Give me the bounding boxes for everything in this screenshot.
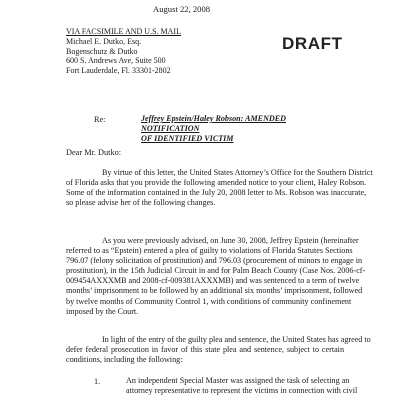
paragraph-line: by twelve months of Community Control 1, with conditions of community confinement <box>66 296 352 306</box>
paragraph-plea <box>66 236 366 317</box>
recipient-line: 600 S. Andrews Ave, Suite 500 <box>66 56 166 66</box>
paragraph-line: referred to as “Epstein) entered a plea of guilty to violations of Florida Statutes Sections <box>66 246 353 256</box>
list-item <box>126 376 358 396</box>
salutation: Dear Mr. Dutko: <box>66 148 122 157</box>
paragraph-line: In light of the entry of the guilty plea and sentence, the United States has agreed to <box>102 335 371 344</box>
paragraph-line: prostitution), in the 15th Judicial Circuit in and for Palm Beach County (Case Nos. 2006-cf- <box>66 266 366 276</box>
paragraph-line: As you were previously advised, on June 30, 2008, Jeffrey Epstein (hereinafter <box>102 236 359 245</box>
list-item-line: attorney representative to represent the victims in connection with civil <box>126 386 358 396</box>
paragraph-line: conditions, including the following: <box>66 355 183 365</box>
paragraph-line: defer federal prosecution in favor of this state plea and sentence, subject to certain <box>66 345 344 355</box>
subject-line-text: Jeffrey Epstein/Haley Robson: AMENDED NOTIFICATION <box>141 114 287 133</box>
paragraph-line: so please advise her of the following changes. <box>66 198 216 208</box>
letter-date: August 22, 2008 <box>153 4 211 14</box>
recipient-line: Fort Lauderdale, Fl. 33301-2802 <box>66 66 171 76</box>
list-item-line: An independent Special Master was assigned the task of selecting an <box>126 376 350 385</box>
paragraph-line: By virtue of this letter, the United States Attorney’s Office for the Southern District <box>102 168 373 177</box>
paragraph-line: Some of the information contained in the July 20, 2008 letter to Ms. Robson was inaccurate, <box>66 188 367 198</box>
delivery-method: VIA FACSIMILE AND U.S. MAIL <box>66 27 181 36</box>
paragraph-line: of Florida asks that you provide the following amended notice to your client, Haley Robson. <box>66 178 367 188</box>
recipient-line: Bogenschutz & Dutko <box>66 46 138 56</box>
paragraph-deferral <box>66 335 371 365</box>
re-label: Re: <box>94 115 106 124</box>
paragraph-line: imposed by the Court. <box>66 306 139 316</box>
subject-line-text: OF IDENTIFIED VICTIM <box>141 133 234 143</box>
paragraph-intro <box>66 168 373 208</box>
draft-stamp: DRAFT <box>282 34 343 53</box>
recipient-address-block <box>66 27 181 76</box>
recipient-line: Michael E. Dutko, Esq. <box>66 36 142 46</box>
paragraph-line: months’ imprisonment to be followed by an additional six months’ imprisonment, followed <box>66 286 363 296</box>
paragraph-line: 796.07 (felony solicitation of prostitution) and 796.03 (procurement of minors to engage in <box>66 256 363 266</box>
list-item-number: 1. <box>94 377 101 386</box>
paragraph-line: 009454AXXXMB and 2008-cf-009381AXXXMB) and was sentenced to a term of twelve <box>66 276 360 286</box>
subject-line <box>141 114 341 143</box>
